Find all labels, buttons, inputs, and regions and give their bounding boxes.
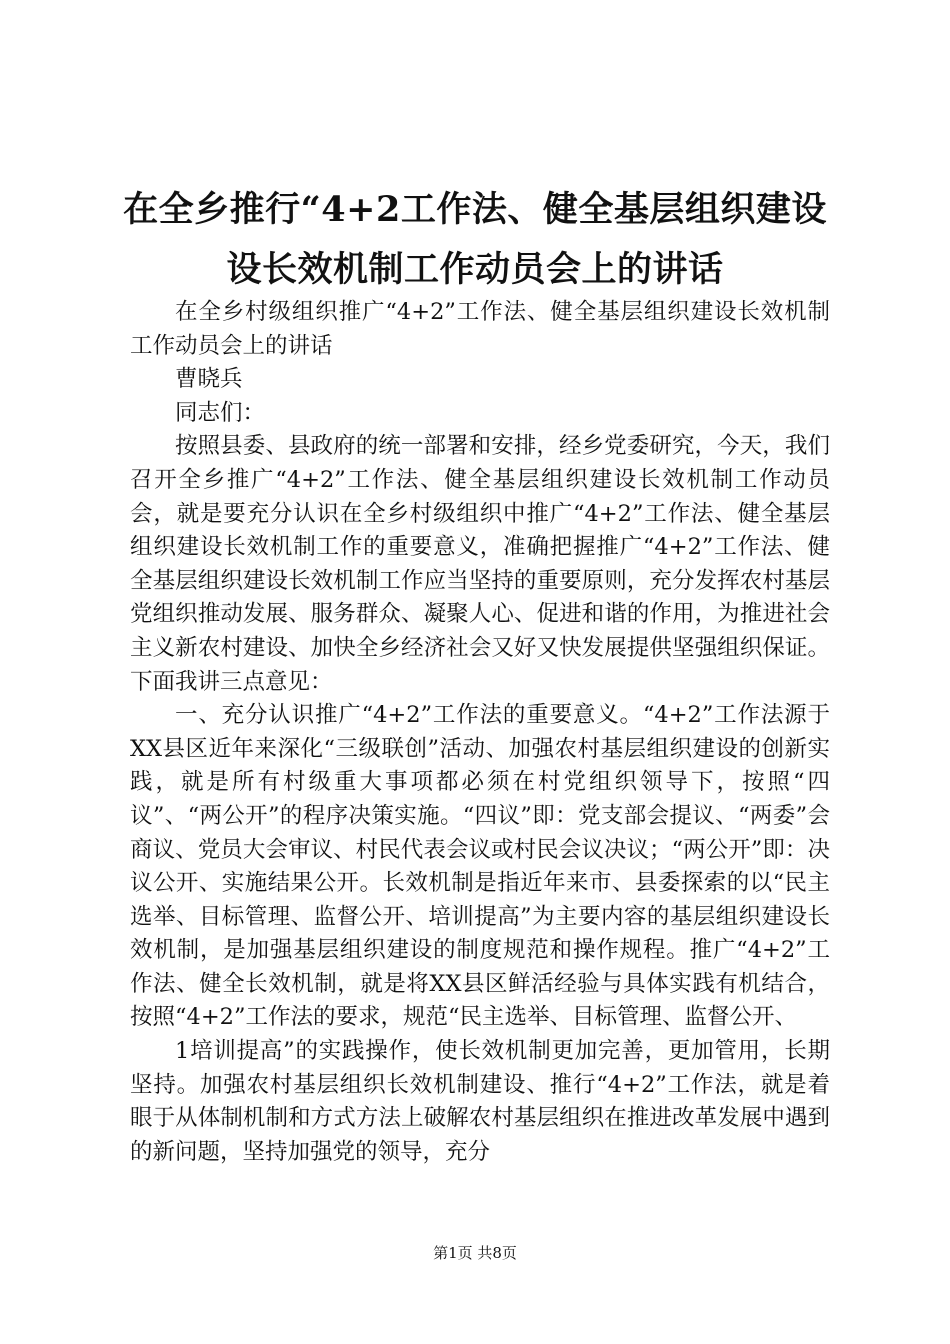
document-body [130, 296, 830, 1169]
salutation: 同志们： [175, 399, 266, 426]
document-title-line-1: 在全乡推行“4+2工作法、健全基层组织建设 [123, 189, 827, 230]
author-name: 曹晓兵 [175, 366, 243, 393]
body-paragraph: 一、充分认识推广“4+2”工作法的重要意义。“4+2”工作法源于XX县区近年来深化“三级联创”活动、加强农村基层组织建设的创新实践，就是所有村级重大事项都必须在村党组织领导下，按照“四议”、“两公开”的程序决策实施。“四议”即：党支部会提议、“两委”会商议、党员大会审议、村民代表会议或村民会议决议；“两公开”即：决议公开、实施结果公开。长效机制是指近年来市、县委探索的以“民主选举、目标管理、监督公开、培训提高”为主要内容的基层组织建设长效机制，是加强基层组织建设的制度规范和操作规程。推广“4+2”工作法、健全长效机制，就是将XX县区鲜活经验与具体实践有机结合，按照“4+2”工作法的要求，规范“民主选举、目标管理、监督公开、 [130, 702, 830, 1031]
body-paragraph: 1培训提高”的实践操作，使长效机制更加完善，更加管用，长期坚持。加强农村基层组织长效机制建设、推行“4+2”工作法，就是着眼于从体制机制和方式方法上破解农村基层组织在推进改革发展中遇到的新问题，坚持加强党的领导，充分 [130, 1038, 830, 1165]
body-paragraph: 按照县委、县政府的统一部署和安排，经乡党委研究，今天，我们召开全乡推广“4+2”工作法、健全基层组织建设长效机制工作动员会，就是要充分认识在全乡村级组织中推广“4+2”工作法、健全基层组织建设长效机制工作的重要意义，准确把握推广“4+2”工作法、健全基层组织建设长效机制工作应当坚持的重要原则，充分发挥农村基层党组织推动发展、服务群众、凝聚人心、促进和谐的作用，为推进社会主义新农村建设、加快全乡经济社会又好又快发展提供坚强组织保证。下面我讲三点意见： [130, 433, 830, 695]
page-number-footer: 第1页 共8页 [433, 1244, 517, 1262]
subtitle-paragraph: 在全乡村级组织推广“4+2”工作法、健全基层组织建设长效机制工作动员会上的讲话 [130, 299, 830, 359]
document-title-line-2: 设长效机制工作动员会上的讲话 [226, 249, 724, 290]
